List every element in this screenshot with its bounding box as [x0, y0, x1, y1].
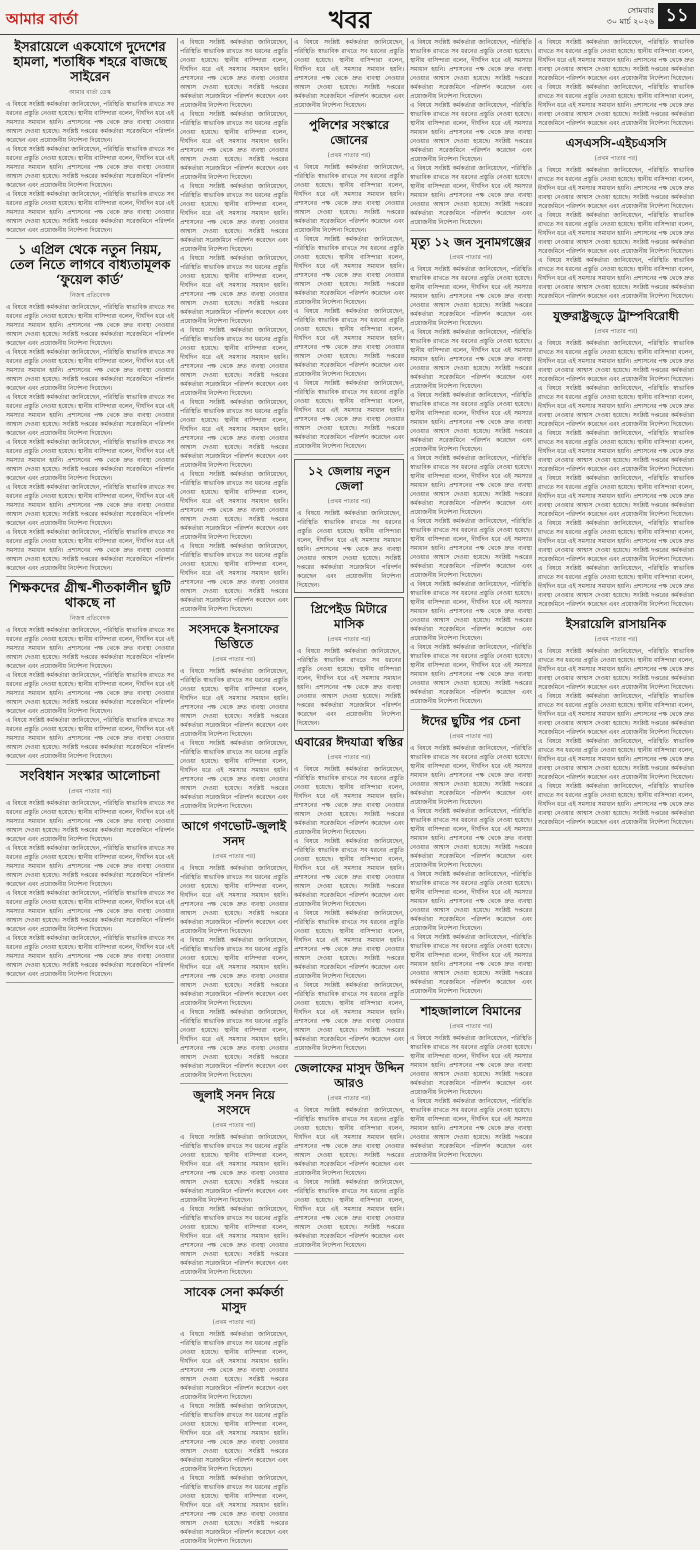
article-byline: নিজস্ব প্রতিবেদক [69, 615, 111, 622]
article-headline: আগে গণভোট-জুলাই সনদ [181, 819, 287, 848]
article-body: এ বিষয়ে সংশ্লিষ্ট কর্মকর্তারা জানিয়েছেন, পরিস্থিতি স্বাভাবিক রাখতে সব ধরনের প্রস্তুতি নেওয়া হয়েছে। স্থানীয় বাসিন্দারা বলেন, দীর্ঘদিন ধরে এই সমস্যার সমাধান হয়নি। প্রশাসনের পক্ষ থেকে দ্রুত ব্যবস্থা নেওয়ার আশ্বাস দেওয়া হয়েছে। সংশ্লিষ্ট দপ্তরের কর্মকর্তারা সরেজমিনে পরিদর্শন করেছেন এবং প্রয়োজনীয় নির্দেশনা দিয়েছেন। [294, 380, 404, 450]
article-byline: (প্রথম পাতার পর) [212, 656, 256, 663]
article-body: এ বিষয়ে সংশ্লিষ্ট কর্মকর্তারা জানিয়েছেন, পরিস্থিতি স্বাভাবিক রাখতে সব ধরনের প্রস্তুতি নেওয়া হয়েছে। স্থানীয় বাসিন্দারা বলেন, দীর্ঘদিন ধরে এই সমস্যার সমাধান হয়নি। প্রশাসনের পক্ষ থেকে দ্রুত ব্যবস্থা নেওয়ার আশ্বাস দেওয়া হয়েছে। সংশ্লিষ্ট দপ্তরের কর্মকর্তারা সরেজমিনে পরিদর্শন করেছেন এবং প্রয়োজনীয় নির্দেশনা দিয়েছেন। [180, 255, 288, 325]
article-body: এ বিষয়ে সংশ্লিষ্ট কর্মকর্তারা জানিয়েছেন, পরিস্থিতি স্বাভাবিক রাখতে সব ধরনের প্রস্তুতি নেওয়া হয়েছে। স্থানীয় বাসিন্দারা বলেন, দীর্ঘদিন ধরে এই সমস্যার সমাধান হয়নি। প্রশাসনের পক্ষ থেকে দ্রুত ব্যবস্থা নেওয়ার আশ্বাস দেওয়া হয়েছে। সংশ্লিষ্ট দপ্তরের কর্মকর্তারা সরেজমিনে পরিদর্শন করেছেন এবং প্রয়োজনীয় নির্দেশনা দিয়েছেন। [410, 39, 532, 100]
article-headline: ১ এপ্রিল থেকে নতুন নিয়ম, তেল নিতে লাগবে বাধ্যতামূলক ‘ফুয়েল কার্ড’ [9, 243, 171, 288]
article-body: এ বিষয়ে সংশ্লিষ্ট কর্মকর্তারা জানিয়েছেন, পরিস্থিতি স্বাভাবিক রাখতে সব ধরনের প্রস্তুতি নেওয়া হয়েছে। স্থানীয় বাসিন্দারা বলেন, দীর্ঘদিন ধরে এই সমস্যার সমাধান হয়নি। প্রশাসনের পক্ষ থেকে দ্রুত ব্যবস্থা নেওয়ার আশ্বাস দেওয়া হয়েছে। সংশ্লিষ্ট দপ্তরের কর্মকর্তারা সরেজমিনে পরিদর্শন করেছেন এবং প্রয়োজনীয় নির্দেশনা দিয়েছেন। [6, 845, 174, 888]
article [294, 459, 404, 593]
article-body: এ বিষয়ে সংশ্লিষ্ট কর্মকর্তারা জানিয়েছেন, পরিস্থিতি স্বাভাবিক রাখতে সব ধরনের প্রস্তুতি নেওয়া হয়েছে। স্থানীয় বাসিন্দারা বলেন, দীর্ঘদিন ধরে এই সমস্যার সমাধান হয়নি। প্রশাসনের পক্ষ থেকে দ্রুত ব্যবস্থা নেওয়ার আশ্বাস দেওয়া হয়েছে। সংশ্লিষ্ট দপ্তরের কর্মকর্তারা সরেজমিনে পরিদর্শন করেছেন এবং প্রয়োজনীয় নির্দেশনা দিয়েছেন। [180, 668, 288, 738]
article-body: এ বিষয়ে সংশ্লিষ্ট কর্মকর্তারা জানিয়েছেন, পরিস্থিতি স্বাভাবিক রাখতে সব ধরনের প্রস্তুতি নেওয়া হয়েছে। স্থানীয় বাসিন্দারা বলেন, দীর্ঘদিন ধরে এই সমস্যার সমাধান হয়নি। প্রশাসনের পক্ষ থেকে দ্রুত ব্যবস্থা নেওয়ার আশ্বাস দেওয়া হয়েছে। সংশ্লিষ্ট দপ্তরের কর্মকর্তারা সরেজমিনে পরিদর্শন করেছেন এবং প্রয়োজনীয় নির্দেশনা দিয়েছেন। [180, 327, 288, 397]
article-body: এ বিষয়ে সংশ্লিষ্ট কর্মকর্তারা জানিয়েছেন, পরিস্থিতি স্বাভাবিক রাখতে সব ধরনের প্রস্তুতি নেওয়া হয়েছে। স্থানীয় বাসিন্দারা বলেন, দীর্ঘদিন ধরে এই সমস্যার সমাধান হয়নি। প্রশাসনের পক্ষ থেকে দ্রুত ব্যবস্থা নেওয়ার আশ্বাস দেওয়া হয়েছে। সংশ্লিষ্ট দপ্তরের কর্মকর্তারা সরেজমিনে পরিদর্শন করেছেন এবং প্রয়োজনীয় নির্দেশনা দিয়েছেন। [410, 102, 532, 163]
article-body: এ বিষয়ে সংশ্লিষ্ট কর্মকর্তারা জানিয়েছেন, পরিস্থিতি স্বাভাবিক রাখতে সব ধরনের প্রস্তুতি নেওয়া হয়েছে। স্থানীয় বাসিন্দারা বলেন, দীর্ঘদিন ধরে এই সমস্যার সমাধান হয়নি। প্রশাসনের পক্ষ থেকে দ্রুত ব্যবস্থা নেওয়ার আশ্বাস দেওয়া হয়েছে। সংশ্লিষ্ট দপ্তরের কর্মকর্তারা সরেজমিনে পরিদর্শন করেছেন এবং প্রয়োজনীয় নির্দেশনা দিয়েছেন। [6, 349, 174, 392]
article-body: এ বিষয়ে সংশ্লিষ্ট কর্মকর্তারা জানিয়েছেন, পরিস্থিতি স্বাভাবিক রাখতে সব ধরনের প্রস্তুতি নেওয়া হয়েছে। স্থানীয় বাসিন্দারা বলেন, দীর্ঘদিন ধরে এই সমস্যার সমাধান হয়নি। প্রশাসনের পক্ষ থেকে দ্রুত ব্যবস্থা নেওয়ার আশ্বাস দেওয়া হয়েছে। সংশ্লিষ্ট দপ্তরের কর্মকর্তারা সরেজমিনে পরিদর্শন করেছেন এবং প্রয়োজনীয় নির্দেশনা দিয়েছেন। [6, 935, 174, 978]
article-headline: শিক্ষকদের গ্রীষ্ম-শীতকালীন ছুটি থাকছে না [9, 581, 171, 611]
article-headline: ঈদের ছুটির পর চেনা [421, 714, 521, 728]
article-body: এ বিষয়ে সংশ্লিষ্ট কর্মকর্তারা জানিয়েছেন, পরিস্থিতি স্বাভাবিক রাখতে সব ধরনের প্রস্তুতি নেওয়া হয়েছে। স্থানীয় বাসিন্দারা বলেন, দীর্ঘদিন ধরে এই সমস্যার সমাধান হয়নি। প্রশাসনের পক্ষ থেকে দ্রুত ব্যবস্থা নেওয়ার আশ্বাস দেওয়া হয়েছে। সংশ্লিষ্ট দপ্তরের কর্মকর্তারা সরেজমিনে পরিদর্শন করেছেন এবং প্রয়োজনীয় নির্দেশনা দিয়েছেন। [538, 430, 694, 473]
article-body: এ বিষয়ে সংশ্লিষ্ট কর্মকর্তারা জানিয়েছেন, পরিস্থিতি স্বাভাবিক রাখতে সব ধরনের প্রস্তুতি নেওয়া হয়েছে। স্থানীয় বাসিন্দারা বলেন, দীর্ঘদিন ধরে এই সমস্যার সমাধান হয়নি। প্রশাসনের পক্ষ থেকে দ্রুত ব্যবস্থা নেওয়ার আশ্বাস দেওয়া হয়েছে। সংশ্লিষ্ট দপ্তরের কর্মকর্তারা সরেজমিনে পরিদর্শন করেছেন এবং প্রয়োজনীয় নির্দেশনা দিয়েছেন। [297, 648, 401, 727]
article-body: এ বিষয়ে সংশ্লিষ্ট কর্মকর্তারা জানিয়েছেন, পরিস্থিতি স্বাভাবিক রাখতে সব ধরনের প্রস্তুতি নেওয়া হয়েছে। স্থানীয় বাসিন্দারা বলেন, দীর্ঘদিন ধরে এই সমস্যার সমাধান হয়নি। প্রশাসনের পক্ষ থেকে দ্রুত ব্যবস্থা নেওয়ার আশ্বাস দেওয়া হয়েছে। সংশ্লিষ্ট দপ্তরের কর্মকর্তারা সরেজমিনে পরিদর্শন করেছেন এবং প্রয়োজনীয় নির্দেশনা দিয়েছেন। [180, 740, 288, 810]
article-body: এ বিষয়ে সংশ্লিষ্ট কর্মকর্তারা জানিয়েছেন, পরিস্থিতি স্বাভাবিক রাখতে সব ধরনের প্রস্তুতি নেওয়া হয়েছে। স্থানীয় বাসিন্দারা বলেন, দীর্ঘদিন ধরে এই সমস্যার সমাধান হয়নি। প্রশাসনের পক্ষ থেকে দ্রুত ব্যবস্থা নেওয়ার আশ্বাস দেওয়া হয়েছে। সংশ্লিষ্ট দপ্তরের কর্মকর্তারা সরেজমিনে পরিদর্শন করেছেন এবং প্রয়োজনীয় নির্দেশনা দিয়েছেন। [410, 871, 532, 932]
article-body: এ বিষয়ে সংশ্লিষ্ট কর্মকর্তারা জানিয়েছেন, পরিস্থিতি স্বাভাবিক রাখতে সব ধরনের প্রস্তুতি নেওয়া হয়েছে। স্থানীয় বাসিন্দারা বলেন, দীর্ঘদিন ধরে এই সমস্যার সমাধান হয়নি। প্রশাসনের পক্ষ থেকে দ্রুত ব্যবস্থা নেওয়ার আশ্বাস দেওয়া হয়েছে। সংশ্লিষ্ট দপ্তরের কর্মকর্তারা সরেজমিনে পরিদর্শন করেছেন এবং প্রয়োজনীয় নির্দেশনা দিয়েছেন। [538, 565, 694, 608]
article-byline: (প্রথম পাতার পর) [449, 1023, 493, 1030]
article-headline: প্রিপেইড মিটারে মাসিক [310, 602, 388, 631]
article-body: এ বিষয়ে সংশ্লিষ্ট কর্মকর্তারা জানিয়েছেন, পরিস্থিতি স্বাভাবিক রাখতে সব ধরনের প্রস্তুতি নেওয়া হয়েছে। স্থানীয় বাসিন্দারা বলেন, দীর্ঘদিন ধরে এই সমস্যার সমাধান হয়নি। প্রশাসনের পক্ষ থেকে দ্রুত ব্যবস্থা নেওয়ার আশ্বাস দেওয়া হয়েছে। সংশ্লিষ্ট দপ্তরের কর্মকর্তারা সরেজমিনে পরিদর্শন করেছেন এবং প্রয়োজনীয় নির্দেশনা দিয়েছেন। [410, 808, 532, 869]
article-headline: সংবিধান সংস্কার আলোচনা [20, 769, 160, 784]
article-headline: এবারের ঈদযাত্রা স্বস্তির [294, 735, 404, 749]
article-byline: (প্রথম পাতার পর) [327, 1095, 371, 1102]
article-headline: ইসরায়েলি রাসায়নিক [565, 617, 667, 631]
article-body: এ বিষয়ে সংশ্লিষ্ট কর্মকর্তারা জানিয়েছেন, পরিস্থিতি স্বাভাবিক রাখতে সব ধরনের প্রস্তুতি নেওয়া হয়েছে। স্থানীয় বাসিন্দারা বলেন, দীর্ঘদিন ধরে এই সমস্যার সমাধান হয়নি। প্রশাসনের পক্ষ থেকে দ্রুত ব্যবস্থা নেওয়ার আশ্বাস দেওয়া হয়েছে। সংশ্লিষ্ট দপ্তরের কর্মকর্তারা সরেজমিনে পরিদর্শন করেছেন এবং প্রয়োজনীয় নির্দেশনা দিয়েছেন। [410, 1035, 532, 1096]
article-body: এ বিষয়ে সংশ্লিষ্ট কর্মকর্তারা জানিয়েছেন, পরিস্থিতি স্বাভাবিক রাখতে সব ধরনের প্রস্তুতি নেওয়া হয়েছে। স্থানীয় বাসিন্দারা বলেন, দীর্ঘদিন ধরে এই সমস্যার সমাধান হয়নি। প্রশাসনের পক্ষ থেকে দ্রুত ব্যবস্থা নেওয়ার আশ্বাস দেওয়া হয়েছে। সংশ্লিষ্ট দপ্তরের কর্মকর্তারা সরেজমিনে পরিদর্শন করেছেন এবং প্রয়োজনীয় নির্দেশনা দিয়েছেন। [6, 672, 174, 715]
article-body: এ বিষয়ে সংশ্লিষ্ট কর্মকর্তারা জানিয়েছেন, পরিস্থিতি স্বাভাবিক রাখতে সব ধরনের প্রস্তুতি নেওয়া হয়েছে। স্থানীয় বাসিন্দারা বলেন, দীর্ঘদিন ধরে এই সমস্যার সমাধান হয়নি। প্রশাসনের পক্ষ থেকে দ্রুত ব্যবস্থা নেওয়ার আশ্বাস দেওয়া হয়েছে। সংশ্লিষ্ট দপ্তরের কর্মকর্তারা সরেজমিনে পরিদর্শন করেছেন এবং প্রয়োজনীয় নির্দেশনা দিয়েছেন। [297, 510, 401, 589]
article-body: এ বিষয়ে সংশ্লিষ্ট কর্মকর্তারা জানিয়েছেন, পরিস্থিতি স্বাভাবিক রাখতে সব ধরনের প্রস্তুতি নেওয়া হয়েছে। স্থানীয় বাসিন্দারা বলেন, দীর্ঘদিন ধরে এই সমস্যার সমাধান হয়নি। প্রশাসনের পক্ষ থেকে দ্রুত ব্যবস্থা নেওয়ার আশ্বাস দেওয়া হয়েছে। সংশ্লিষ্ট দপ্তরের কর্মকর্তারা সরেজমিনে পরিদর্শন করেছেন এবং প্রয়োজনীয় নির্দেশনা দিয়েছেন। [538, 84, 694, 127]
article-byline: (প্রথম পাতার পর) [68, 788, 112, 795]
column-rule [177, 38, 178, 1044]
article-body: এ বিষয়ে সংশ্লিষ্ট কর্মকর্তারা জানিয়েছেন, পরিস্থিতি স্বাভাবিক রাখতে সব ধরনের প্রস্তুতি নেওয়া হয়েছে। স্থানীয় বাসিন্দারা বলেন, দীর্ঘদিন ধরে এই সমস্যার সমাধান হয়নি। প্রশাসনের পক্ষ থেকে দ্রুত ব্যবস্থা নেওয়ার আশ্বাস দেওয়া হয়েছে। সংশ্লিষ্ট দপ্তরের কর্মকর্তারা সরেজমিনে পরিদর্শন করেছেন এবং প্রয়োজনীয় নির্দেশনা দিয়েছেন। [6, 394, 174, 437]
article [180, 1088, 288, 1281]
article-headline: সংসদকে ইনসাফের ভিত্তিতে [189, 622, 279, 651]
article-body: এ বিষয়ে সংশ্লিষ্ট কর্মকর্তারা জানিয়েছেন, পরিস্থিতি স্বাভাবিক রাখতে সব ধরনের প্রস্তুতি নেওয়া হয়েছে। স্থানীয় বাসিন্দারা বলেন, দীর্ঘদিন ধরে এই সমস্যার সমাধান হয়নি। প্রশাসনের পক্ষ থেকে দ্রুত ব্যবস্থা নেওয়ার আশ্বাস দেওয়া হয়েছে। সংশ্লিষ্ট দপ্তরের কর্মকর্তারা সরেজমিনে পরিদর্শন করেছেন এবং প্রয়োজনীয় নির্দেশনা দিয়েছেন। [538, 167, 694, 210]
article [180, 622, 288, 815]
article [538, 136, 694, 305]
article-body: এ বিষয়ে সংশ্লিষ্ট কর্মকর্তারা জানিয়েছেন, পরিস্থিতি স্বাভাবিক রাখতে সব ধরনের প্রস্তুতি নেওয়া হয়েছে। স্থানীয় বাসিন্দারা বলেন, দীর্ঘদিন ধরে এই সমস্যার সমাধান হয়নি। প্রশাসনের পক্ষ থেকে দ্রুত ব্যবস্থা নেওয়ার আশ্বাস দেওয়া হয়েছে। সংশ্লিষ্ট দপ্তরের কর্মকর্তারা সরেজমিনে পরিদর্শন করেছেন এবং প্রয়োজনীয় নির্দেশনা দিয়েছেন। [180, 471, 288, 541]
article-byline: (প্রথম পাতার পর) [594, 155, 638, 162]
article-body: এ বিষয়ে সংশ্লিষ্ট কর্মকর্তারা জানিয়েছেন, পরিস্থিতি স্বাভাবিক রাখতে সব ধরনের প্রস্তুতি নেওয়া হয়েছে। স্থানীয় বাসিন্দারা বলেন, দীর্ঘদিন ধরে এই সমস্যার সমাধান হয়নি। প্রশাসনের পক্ষ থেকে দ্রুত ব্যবস্থা নেওয়ার আশ্বাস দেওয়া হয়েছে। সংশ্লিষ্ট দপ্তরের কর্মকর্তারা সরেজমিনে পরিদর্শন করেছেন এবং প্রয়োজনীয় নির্দেশনা দিয়েছেন। [410, 329, 532, 390]
article-body: এ বিষয়ে সংশ্লিষ্ট কর্মকর্তারা জানিয়েছেন, পরিস্থিতি স্বাভাবিক রাখতে সব ধরনের প্রস্তুতি নেওয়া হয়েছে। স্থানীয় বাসিন্দারা বলেন, দীর্ঘদিন ধরে এই সমস্যার সমাধান হয়নি। প্রশাসনের পক্ষ থেকে দ্রুত ব্যবস্থা নেওয়ার আশ্বাস দেওয়া হয়েছে। সংশ্লিষ্ট দপ্তরের কর্মকর্তারা সরেজমিনে পরিদর্শন করেছেন এবং প্রয়োজনীয় নির্দেশনা দিয়েছেন। [180, 399, 288, 469]
article-body: এ বিষয়ে সংশ্লিষ্ট কর্মকর্তারা জানিয়েছেন, পরিস্থিতি স্বাভাবিক রাখতে সব ধরনের প্রস্তুতি নেওয়া হয়েছে। স্থানীয় বাসিন্দারা বলেন, দীর্ঘদিন ধরে এই সমস্যার সমাধান হয়নি। প্রশাসনের পক্ষ থেকে দ্রুত ব্যবস্থা নেওয়ার আশ্বাস দেওয়া হয়েছে। সংশ্লিষ্ট দপ্তরের কর্মকর্তারা সরেজমিনে পরিদর্শন করেছেন এবং প্রয়োজনীয় নির্দেশনা দিয়েছেন। [294, 1179, 404, 1249]
article-body: এ বিষয়ে সংশ্লিষ্ট কর্মকর্তারা জানিয়েছেন, পরিস্থিতি স্বাভাবিক রাখতে সব ধরনের প্রস্তুতি নেওয়া হয়েছে। স্থানীয় বাসিন্দারা বলেন, দীর্ঘদিন ধরে এই সমস্যার সমাধান হয়নি। প্রশাসনের পক্ষ থেকে দ্রুত ব্যবস্থা নেওয়ার আশ্বাস দেওয়া হয়েছে। সংশ্লিষ্ট দপ্তরের কর্মকর্তারা সরেজমিনে পরিদর্শন করেছেন এবং প্রয়োজনীয় নির্দেশনা দিয়েছেন। [6, 439, 174, 482]
article-headline: মৃত্যু ১২ জন সুনামগঞ্জের [411, 235, 531, 249]
article [410, 235, 532, 710]
article-body: এ বিষয়ে সংশ্লিষ্ট কর্মকর্তারা জানিয়েছেন, পরিস্থিতি স্বাভাবিক রাখতে সব ধরনের প্রস্তুতি নেওয়া হয়েছে। স্থানীয় বাসিন্দারা বলেন, দীর্ঘদিন ধরে এই সমস্যার সমাধান হয়নি। প্রশাসনের পক্ষ থেকে দ্রুত ব্যবস্থা নেওয়ার আশ্বাস দেওয়া হয়েছে। সংশ্লিষ্ট দপ্তরের কর্মকর্তারা সরেজমিনে পরিদর্শন করেছেন এবং প্রয়োজনীয় নির্দেশনা দিয়েছেন। [410, 581, 532, 642]
article-body: এ বিষয়ে সংশ্লিষ্ট কর্মকর্তারা জানিয়েছেন, পরিস্থিতি স্বাভাবিক রাখতে সব ধরনের প্রস্তুতি নেওয়া হয়েছে। স্থানীয় বাসিন্দারা বলেন, দীর্ঘদিন ধরে এই সমস্যার সমাধান হয়নি। প্রশাসনের পক্ষ থেকে দ্রুত ব্যবস্থা নেওয়ার আশ্বাস দেওয়া হয়েছে। সংশ্লিষ্ট দপ্তরের কর্মকর্তারা সরেজমিনে পরিদর্শন করেছেন এবং প্রয়োজনীয় নির্দেশনা দিয়েছেন। [538, 738, 694, 781]
article-body: এ বিষয়ে সংশ্লিষ্ট কর্মকর্তারা জানিয়েছেন, পরিস্থিতি স্বাভাবিক রাখতে সব ধরনের প্রস্তুতি নেওয়া হয়েছে। স্থানীয় বাসিন্দারা বলেন, দীর্ঘদিন ধরে এই সমস্যার সমাধান হয়নি। প্রশাসনের পক্ষ থেকে দ্রুত ব্যবস্থা নেওয়ার আশ্বাস দেওয়া হয়েছে। সংশ্লিষ্ট দপ্তরের কর্মকর্তারা সরেজমিনে পরিদর্শন করেছেন এবং প্রয়োজনীয় নির্দেশনা দিয়েছেন। [6, 627, 174, 670]
article [410, 714, 532, 1000]
article-body: এ বিষয়ে সংশ্লিষ্ট কর্মকর্তারা জানিয়েছেন, পরিস্থিতি স্বাভাবিক রাখতে সব ধরনের প্রস্তুতি নেওয়া হয়েছে। স্থানীয় বাসিন্দারা বলেন, দীর্ঘদিন ধরে এই সমস্যার সমাধান হয়নি। প্রশাসনের পক্ষ থেকে দ্রুত ব্যবস্থা নেওয়ার আশ্বাস দেওয়া হয়েছে। সংশ্লিষ্ট দপ্তরের কর্মকর্তারা সরেজমিনে পরিদর্শন করেছেন এবং প্রয়োজনীয় নির্দেশনা দিয়েছেন। [180, 1134, 288, 1204]
article-body: এ বিষয়ে সংশ্লিষ্ট কর্মকর্তারা জানিয়েছেন, পরিস্থিতি স্বাভাবিক রাখতে সব ধরনের প্রস্তুতি নেওয়া হয়েছে। স্থানীয় বাসিন্দারা বলেন, দীর্ঘদিন ধরে এই সমস্যার সমাধান হয়নি। প্রশাসনের পক্ষ থেকে দ্রুত ব্যবস্থা নেওয়ার আশ্বাস দেওয়া হয়েছে। সংশ্লিষ্ট দপ্তরের কর্মকর্তারা সরেজমিনে পরিদর্শন করেছেন এবং প্রয়োজনীয় নির্দেশনা দিয়েছেন। [6, 717, 174, 760]
article [6, 769, 174, 983]
date-block [590, 5, 654, 27]
article [410, 38, 532, 231]
article [6, 581, 174, 765]
column-3 [294, 38, 404, 1249]
article-headline: জুলাই সনদ নিয়ে সংসদে [193, 1088, 275, 1117]
article [6, 243, 174, 577]
issue-date: ৩০ মার্চ ২০২৬ [606, 17, 654, 26]
section-title: খবর [328, 5, 372, 34]
article-body: এ বিষয়ে সংশ্লিষ্ট কর্মকর্তারা জানিয়েছেন, পরিস্থিতি স্বাভাবিক রাখতে সব ধরনের প্রস্তুতি নেওয়া হয়েছে। স্থানীয় বাসিন্দারা বলেন, দীর্ঘদিন ধরে এই সমস্যার সমাধান হয়নি। প্রশাসনের পক্ষ থেকে দ্রুত ব্যবস্থা নেওয়ার আশ্বাস দেওয়া হয়েছে। সংশ্লিষ্ট দপ্তরের কর্মকর্তারা সরেজমিনে পরিদর্শন করেছেন এবং প্রয়োজনীয় নির্দেশনা দিয়েছেন। [6, 890, 174, 933]
article-body: এ বিষয়ে সংশ্লিষ্ট কর্মকর্তারা জানিয়েছেন, পরিস্থিতি স্বাভাবিক রাখতে সব ধরনের প্রস্তুতি নেওয়া হয়েছে। স্থানীয় বাসিন্দারা বলেন, দীর্ঘদিন ধরে এই সমস্যার সমাধান হয়নি। প্রশাসনের পক্ষ থেকে দ্রুত ব্যবস্থা নেওয়ার আশ্বাস দেওয়া হয়েছে। সংশ্লিষ্ট দপ্তরের কর্মকর্তারা সরেজমিনে পরিদর্শন করেছেন এবং প্রয়োজনীয় নির্দেশনা দিয়েছেন। [6, 191, 174, 234]
article-body: এ বিষয়ে সংশ্লিষ্ট কর্মকর্তারা জানিয়েছেন, পরিস্থিতি স্বাভাবিক রাখতে সব ধরনের প্রস্তুতি নেওয়া হয়েছে। স্থানীয় বাসিন্দারা বলেন, দীর্ঘদিন ধরে এই সমস্যার সমাধান হয়নি। প্রশাসনের পক্ষ থেকে দ্রুত ব্যবস্থা নেওয়ার আশ্বাস দেওয়া হয়েছে। সংশ্লিষ্ট দপ্তরের কর্মকর্তারা সরেজমিনে পরিদর্শন করেছেন এবং প্রয়োজনীয় নির্দেশনা দিয়েছেন। [410, 644, 532, 705]
article-body: এ বিষয়ে সংশ্লিষ্ট কর্মকর্তারা জানিয়েছেন, পরিস্থিতি স্বাভাবিক রাখতে সব ধরনের প্রস্তুতি নেওয়া হয়েছে। স্থানীয় বাসিন্দারা বলেন, দীর্ঘদিন ধরে এই সমস্যার সমাধান হয়নি। প্রশাসনের পক্ষ থেকে দ্রুত ব্যবস্থা নেওয়ার আশ্বাস দেওয়া হয়েছে। সংশ্লিষ্ট দপ্তরের কর্মকর্তারা সরেজমিনে পরিদর্শন করেছেন এবং প্রয়োজনীয় নির্দেশনা দিয়েছেন। [410, 165, 532, 226]
article-byline: (প্রথম পাতার পর) [594, 328, 638, 335]
article [410, 1004, 532, 1164]
article-headline: পুলিশের সংস্কারে জোনের [309, 118, 389, 147]
masthead [0, 0, 700, 35]
article-headline: শাহজালালে বিমানের [420, 1004, 522, 1018]
article-body: এ বিষয়ে সংশ্লিষ্ট কর্মকর্তারা জানিয়েছেন, পরিস্থিতি স্বাভাবিক রাখতে সব ধরনের প্রস্তুতি নেওয়া হয়েছে। স্থানীয় বাসিন্দারা বলেন, দীর্ঘদিন ধরে এই সমস্যার সমাধান হয়নি। প্রশাসনের পক্ষ থেকে দ্রুত ব্যবস্থা নেওয়ার আশ্বাস দেওয়া হয়েছে। সংশ্লিষ্ট দপ্তরের কর্মকর্তারা সরেজমিনে পরিদর্শন করেছেন এবং প্রয়োজনীয় নির্দেশনা দিয়েছেন। [538, 385, 694, 428]
article-body: এ বিষয়ে সংশ্লিষ্ট কর্মকর্তারা জানিয়েছেন, পরিস্থিতি স্বাভাবিক রাখতে সব ধরনের প্রস্তুতি নেওয়া হয়েছে। স্থানীয় বাসিন্দারা বলেন, দীর্ঘদিন ধরে এই সমস্যার সমাধান হয়নি। প্রশাসনের পক্ষ থেকে দ্রুত ব্যবস্থা নেওয়ার আশ্বাস দেওয়া হয়েছে। সংশ্লিষ্ট দপ্তরের কর্মকর্তারা সরেজমিনে পরিদর্শন করেছেন এবং প্রয়োজনীয় নির্দেশনা দিয়েছেন। [538, 475, 694, 518]
article-body: এ বিষয়ে সংশ্লিষ্ট কর্মকর্তারা জানিয়েছেন, পরিস্থিতি স্বাভাবিক রাখতে সব ধরনের প্রস্তুতি নেওয়া হয়েছে। স্থানীয় বাসিন্দারা বলেন, দীর্ঘদিন ধরে এই সমস্যার সমাধান হয়নি। প্রশাসনের পক্ষ থেকে দ্রুত ব্যবস্থা নেওয়ার আশ্বাস দেওয়া হয়েছে। সংশ্লিষ্ট দপ্তরের কর্মকর্তারা সরেজমিনে পরিদর্শন করেছেন এবং প্রয়োজনীয় নির্দেশনা দিয়েছেন। [180, 1206, 288, 1276]
article-byline: (প্রথম পাতার পর) [449, 254, 493, 261]
article-body: এ বিষয়ে সংশ্লিষ্ট কর্মকর্তারা জানিয়েছেন, পরিস্থিতি স্বাভাবিক রাখতে সব ধরনের প্রস্তুতি নেওয়া হয়েছে। স্থানীয় বাসিন্দারা বলেন, দীর্ঘদিন ধরে এই সমস্যার সমাধান হয়নি। প্রশাসনের পক্ষ থেকে দ্রুত ব্যবস্থা নেওয়ার আশ্বাস দেওয়া হয়েছে। সংশ্লিষ্ট দপ্তরের কর্মকর্তারা সরেজমিনে পরিদর্শন করেছেন এবং প্রয়োজনীয় নির্দেশনা দিয়েছেন। [294, 164, 404, 234]
article-byline: (প্রথম পাতার পর) [212, 1319, 256, 1326]
article-byline: (প্রথম পাতার পর) [212, 853, 256, 860]
article-body: এ বিষয়ে সংশ্লিষ্ট কর্মকর্তারা জানিয়েছেন, পরিস্থিতি স্বাভাবিক রাখতে সব ধরনের প্রস্তুতি নেওয়া হয়েছে। স্থানীয় বাসিন্দারা বলেন, দীর্ঘদিন ধরে এই সমস্যার সমাধান হয়নি। প্রশাসনের পক্ষ থেকে দ্রুত ব্যবস্থা নেওয়ার আশ্বাস দেওয়া হয়েছে। সংশ্লিষ্ট দপ্তরের কর্মকর্তারা সরেজমিনে পরিদর্শন করেছেন এবং প্রয়োজনীয় নির্দেশনা দিয়েছেন। [294, 308, 404, 378]
article-body: এ বিষয়ে সংশ্লিষ্ট কর্মকর্তারা জানিয়েছেন, পরিস্থিতি স্বাভাবিক রাখতে সব ধরনের প্রস্তুতি নেওয়া হয়েছে। স্থানীয় বাসিন্দারা বলেন, দীর্ঘদিন ধরে এই সমস্যার সমাধান হয়নি। প্রশাসনের পক্ষ থেকে দ্রুত ব্যবস্থা নেওয়ার আশ্বাস দেওয়া হয়েছে। সংশ্লিষ্ট দপ্তরের কর্মকর্তারা সরেজমিনে পরিদর্শন করেছেন এবং প্রয়োজনীয় নির্দেশনা দিয়েছেন। [538, 648, 694, 691]
article-body: এ বিষয়ে সংশ্লিষ্ট কর্মকর্তারা জানিয়েছেন, পরিস্থিতি স্বাভাবিক রাখতে সব ধরনের প্রস্তুতি নেওয়া হয়েছে। স্থানীয় বাসিন্দারা বলেন, দীর্ঘদিন ধরে এই সমস্যার সমাধান হয়নি। প্রশাসনের পক্ষ থেকে দ্রুত ব্যবস্থা নেওয়ার আশ্বাস দেওয়া হয়েছে। সংশ্লিষ্ট দপ্তরের কর্মকর্তারা সরেজমিনে পরিদর্শন করেছেন এবং প্রয়োজনীয় নির্দেশনা দিয়েছেন। [410, 392, 532, 453]
article-body: এ বিষয়ে সংশ্লিষ্ট কর্মকর্তারা জানিয়েছেন, পরিস্থিতি স্বাভাবিক রাখতে সব ধরনের প্রস্তুতি নেওয়া হয়েছে। স্থানীয় বাসিন্দারা বলেন, দীর্ঘদিন ধরে এই সমস্যার সমাধান হয়নি। প্রশাসনের পক্ষ থেকে দ্রুত ব্যবস্থা নেওয়ার আশ্বাস দেওয়া হয়েছে। সংশ্লিষ্ট দপ্তরের কর্মকর্তারা সরেজমিনে পরিদর্শন করেছেন এবং প্রয়োজনীয় নির্দেশনা দিয়েছেন। [294, 910, 404, 980]
article-body: এ বিষয়ে সংশ্লিষ্ট কর্মকর্তারা জানিয়েছেন, পরিস্থিতি স্বাভাবিক রাখতে সব ধরনের প্রস্তুতি নেওয়া হয়েছে। স্থানীয় বাসিন্দারা বলেন, দীর্ঘদিন ধরে এই সমস্যার সমাধান হয়নি। প্রশাসনের পক্ষ থেকে দ্রুত ব্যবস্থা নেওয়ার আশ্বাস দেওয়া হয়েছে। সংশ্লিষ্ট দপ্তরের কর্মকর্তারা সরেজমিনে পরিদর্শন করেছেন এবং প্রয়োজনীয় নির্দেশনা দিয়েছেন। [538, 39, 694, 82]
article [180, 819, 288, 1084]
article-byline: নিজস্ব প্রতিবেদক [69, 292, 111, 299]
article-body: এ বিষয়ে সংশ্লিষ্ট কর্মকর্তারা জানিয়েছেন, পরিস্থিতি স্বাভাবিক রাখতে সব ধরনের প্রস্তুতি নেওয়া হয়েছে। স্থানীয় বাসিন্দারা বলেন, দীর্ঘদিন ধরে এই সমস্যার সমাধান হয়নি। প্রশাসনের পক্ষ থেকে দ্রুত ব্যবস্থা নেওয়ার আশ্বাস দেওয়া হয়েছে। সংশ্লিষ্ট দপ্তরের কর্মকর্তারা সরেজমিনে পরিদর্শন করেছেন এবং প্রয়োজনীয় নির্দেশনা দিয়েছেন। [6, 146, 174, 189]
column-5 [538, 38, 694, 1044]
article-body: এ বিষয়ে সংশ্লিষ্ট কর্মকর্তারা জানিয়েছেন, পরিস্থিতি স্বাভাবিক রাখতে সব ধরনের প্রস্তুতি নেওয়া হয়েছে। স্থানীয় বাসিন্দারা বলেন, দীর্ঘদিন ধরে এই সমস্যার সমাধান হয়নি। প্রশাসনের পক্ষ থেকে দ্রুত ব্যবস্থা নেওয়ার আশ্বাস দেওয়া হয়েছে। সংশ্লিষ্ট দপ্তরের কর্মকর্তারা সরেজমিনে পরিদর্শন করেছেন এবং প্রয়োজনীয় নির্দেশনা দিয়েছেন। [180, 937, 288, 1007]
article-byline: (প্রথম পাতার পর) [327, 754, 371, 761]
article-body: এ বিষয়ে সংশ্লিষ্ট কর্মকর্তারা জানিয়েছেন, পরিস্থিতি স্বাভাবিক রাখতে সব ধরনের প্রস্তুতি নেওয়া হয়েছে। স্থানীয় বাসিন্দারা বলেন, দীর্ঘদিন ধরে এই সমস্যার সমাধান হয়নি। প্রশাসনের পক্ষ থেকে দ্রুত ব্যবস্থা নেওয়ার আশ্বাস দেওয়া হয়েছে। সংশ্লিষ্ট দপ্তরের কর্মকর্তারা সরেজমিনে পরিদর্শন করেছেন এবং প্রয়োজনীয় নির্দেশনা দিয়েছেন। [410, 455, 532, 516]
article [538, 309, 694, 613]
article-headline: জেলাফের মাসুদ উদ্দিন আরও [294, 1061, 404, 1090]
article [294, 38, 404, 114]
article-body: এ বিষয়ে সংশ্লিষ্ট কর্মকর্তারা জানিয়েছেন, পরিস্থিতি স্বাভাবিক রাখতে সব ধরনের প্রস্তুতি নেওয়া হয়েছে। স্থানীয় বাসিন্দারা বলেন, দীর্ঘদিন ধরে এই সমস্যার সমাধান হয়নি। প্রশাসনের পক্ষ থেকে দ্রুত ব্যবস্থা নেওয়ার আশ্বাস দেওয়া হয়েছে। সংশ্লিষ্ট দপ্তরের কর্মকর্তারা সরেজমিনে পরিদর্শন করেছেন এবং প্রয়োজনীয় নির্দেশনা দিয়েছেন। [180, 1009, 288, 1079]
article-body: এ বিষয়ে সংশ্লিষ্ট কর্মকর্তারা জানিয়েছেন, পরিস্থিতি স্বাভাবিক রাখতে সব ধরনের প্রস্তুতি নেওয়া হয়েছে। স্থানীয় বাসিন্দারা বলেন, দীর্ঘদিন ধরে এই সমস্যার সমাধান হয়নি। প্রশাসনের পক্ষ থেকে দ্রুত ব্যবস্থা নেওয়ার আশ্বাস দেওয়া হয়েছে। সংশ্লিষ্ট দপ্তরের কর্মকর্তারা সরেজমিনে পরিদর্শন করেছেন এবং প্রয়োজনীয় নির্দেশনা দিয়েছেন। [538, 520, 694, 563]
column-rule [291, 38, 292, 1044]
article-body: এ বিষয়ে সংশ্লিষ্ট কর্মকর্তারা জানিয়েছেন, পরিস্থিতি স্বাভাবিক রাখতে সব ধরনের প্রস্তুতি নেওয়া হয়েছে। স্থানীয় বাসিন্দারা বলেন, দীর্ঘদিন ধরে এই সমস্যার সমাধান হয়নি। প্রশাসনের পক্ষ থেকে দ্রুত ব্যবস্থা নেওয়ার আশ্বাস দেওয়া হয়েছে। সংশ্লিষ্ট দপ্তরের কর্মকর্তারা সরেজমিনে পরিদর্শন করেছেন এবং প্রয়োজনীয় নির্দেশনা দিয়েছেন। [6, 304, 174, 347]
article-body: এ বিষয়ে সংশ্লিষ্ট কর্মকর্তারা জানিয়েছেন, পরিস্থিতি স্বাভাবিক রাখতে সব ধরনের প্রস্তুতি নেওয়া হয়েছে। স্থানীয় বাসিন্দারা বলেন, দীর্ঘদিন ধরে এই সমস্যার সমাধান হয়নি। প্রশাসনের পক্ষ থেকে দ্রুত ব্যবস্থা নেওয়ার আশ্বাস দেওয়া হয়েছে। সংশ্লিষ্ট দপ্তরের কর্মকর্তারা সরেজমিনে পরিদর্শন করেছেন এবং প্রয়োজনীয় নির্দেশনা দিয়েছেন। [6, 484, 174, 527]
article-body: এ বিষয়ে সংশ্লিষ্ট কর্মকর্তারা জানিয়েছেন, পরিস্থিতি স্বাভাবিক রাখতে সব ধরনের প্রস্তুতি নেওয়া হয়েছে। স্থানীয় বাসিন্দারা বলেন, দীর্ঘদিন ধরে এই সমস্যার সমাধান হয়নি। প্রশাসনের পক্ষ থেকে দ্রুত ব্যবস্থা নেওয়ার আশ্বাস দেওয়া হয়েছে। সংশ্লিষ্ট দপ্তরের কর্মকর্তারা সরেজমিনে পরিদর্শন করেছেন এবং প্রয়োজনীয় নির্দেশনা দিয়েছেন। [538, 212, 694, 255]
article-byline: (প্রথম পাতার পর) [327, 152, 371, 159]
article-headline: ১২ জেলায় নতুন জেলা [307, 464, 391, 493]
article-body: এ বিষয়ে সংশ্লিষ্ট কর্মকর্তারা জানিয়েছেন, পরিস্থিতি স্বাভাবিক রাখতে সব ধরনের প্রস্তুতি নেওয়া হয়েছে। স্থানীয় বাসিন্দারা বলেন, দীর্ঘদিন ধরে এই সমস্যার সমাধান হয়নি। প্রশাসনের পক্ষ থেকে দ্রুত ব্যবস্থা নেওয়ার আশ্বাস দেওয়া হয়েছে। সংশ্লিষ্ট দপ্তরের কর্মকর্তারা সরেজমিনে পরিদর্শন করেছেন এবং প্রয়োজনীয় নির্দেশনা দিয়েছেন। [6, 101, 174, 144]
article-byline: (প্রথম পাতার পর) [594, 636, 638, 643]
article [6, 40, 174, 239]
article [294, 118, 404, 455]
article [294, 735, 404, 1057]
column-rule [535, 38, 536, 1044]
article-body: এ বিষয়ে সংশ্লিষ্ট কর্মকর্তারা জানিয়েছেন, পরিস্থিতি স্বাভাবিক রাখতে সব ধরনের প্রস্তুতি নেওয়া হয়েছে। স্থানীয় বাসিন্দারা বলেন, দীর্ঘদিন ধরে এই সমস্যার সমাধান হয়নি। প্রশাসনের পক্ষ থেকে দ্রুত ব্যবস্থা নেওয়ার আশ্বাস দেওয়া হয়েছে। সংশ্লিষ্ট দপ্তরের কর্মকর্তারা সরেজমিনে পরিদর্শন করেছেন এবং প্রয়োজনীয় নির্দেশনা দিয়েছেন। [180, 865, 288, 935]
article-body: এ বিষয়ে সংশ্লিষ্ট কর্মকর্তারা জানিয়েছেন, পরিস্থিতি স্বাভাবিক রাখতে সব ধরনের প্রস্তুতি নেওয়া হয়েছে। স্থানীয় বাসিন্দারা বলেন, দীর্ঘদিন ধরে এই সমস্যার সমাধান হয়নি। প্রশাসনের পক্ষ থেকে দ্রুত ব্যবস্থা নেওয়ার আশ্বাস দেওয়া হয়েছে। সংশ্লিষ্ট দপ্তরের কর্মকর্তারা সরেজমিনে পরিদর্শন করেছেন এবং প্রয়োজনীয় নির্দেশনা দিয়েছেন। [6, 800, 174, 843]
article-body: এ বিষয়ে সংশ্লিষ্ট কর্মকর্তারা জানিয়েছেন, পরিস্থিতি স্বাভাবিক রাখতে সব ধরনের প্রস্তুতি নেওয়া হয়েছে। স্থানীয় বাসিন্দারা বলেন, দীর্ঘদিন ধরে এই সমস্যার সমাধান হয়নি। প্রশাসনের পক্ষ থেকে দ্রুত ব্যবস্থা নেওয়ার আশ্বাস দেওয়া হয়েছে। সংশ্লিষ্ট দপ্তরের কর্মকর্তারা সরেজমিনে পরিদর্শন করেছেন এবং প্রয়োজনীয় নির্দেশনা দিয়েছেন। [538, 693, 694, 736]
article [294, 597, 404, 731]
article-body: এ বিষয়ে সংশ্লিষ্ট কর্মকর্তারা জানিয়েছেন, পরিস্থিতি স্বাভাবিক রাখতে সব ধরনের প্রস্তুতি নেওয়া হয়েছে। স্থানীয় বাসিন্দারা বলেন, দীর্ঘদিন ধরে এই সমস্যার সমাধান হয়নি। প্রশাসনের পক্ষ থেকে দ্রুত ব্যবস্থা নেওয়ার আশ্বাস দেওয়া হয়েছে। সংশ্লিষ্ট দপ্তরের কর্মকর্তারা সরেজমিনে পরিদর্শন করেছেন এবং প্রয়োজনীয় নির্দেশনা দিয়েছেন। [294, 838, 404, 908]
article-body: এ বিষয়ে সংশ্লিষ্ট কর্মকর্তারা জানিয়েছেন, পরিস্থিতি স্বাভাবিক রাখতে সব ধরনের প্রস্তুতি নেওয়া হয়েছে। স্থানীয় বাসিন্দারা বলেন, দীর্ঘদিন ধরে এই সমস্যার সমাধান হয়নি। প্রশাসনের পক্ষ থেকে দ্রুত ব্যবস্থা নেওয়ার আশ্বাস দেওয়া হয়েছে। সংশ্লিষ্ট দপ্তরের কর্মকর্তারা সরেজমিনে পরিদর্শন করেছেন এবং প্রয়োজনীয় নির্দেশনা দিয়েছেন। [410, 266, 532, 327]
article-body: এ বিষয়ে সংশ্লিষ্ট কর্মকর্তারা জানিয়েছেন, পরিস্থিতি স্বাভাবিক রাখতে সব ধরনের প্রস্তুতি নেওয়া হয়েছে। স্থানীয় বাসিন্দারা বলেন, দীর্ঘদিন ধরে এই সমস্যার সমাধান হয়নি। প্রশাসনের পক্ষ থেকে দ্রুত ব্যবস্থা নেওয়ার আশ্বাস দেওয়া হয়েছে। সংশ্লিষ্ট দপ্তরের কর্মকর্তারা সরেজমিনে পরিদর্শন করেছেন এবং প্রয়োজনীয় নির্দেশনা দিয়েছেন। [180, 183, 288, 253]
article-body: এ বিষয়ে সংশ্লিষ্ট কর্মকর্তারা জানিয়েছেন, পরিস্থিতি স্বাভাবিক রাখতে সব ধরনের প্রস্তুতি নেওয়া হয়েছে। স্থানীয় বাসিন্দারা বলেন, দীর্ঘদিন ধরে এই সমস্যার সমাধান হয়নি। প্রশাসনের পক্ষ থেকে দ্রুত ব্যবস্থা নেওয়ার আশ্বাস দেওয়া হয়েছে। সংশ্লিষ্ট দপ্তরের কর্মকর্তারা সরেজমিনে পরিদর্শন করেছেন এবং প্রয়োজনীয় নির্দেশনা দিয়েছেন। [294, 39, 404, 109]
article-body: এ বিষয়ে সংশ্লিষ্ট কর্মকর্তারা জানিয়েছেন, পরিস্থিতি স্বাভাবিক রাখতে সব ধরনের প্রস্তুতি নেওয়া হয়েছে। স্থানীয় বাসিন্দারা বলেন, দীর্ঘদিন ধরে এই সমস্যার সমাধান হয়নি। প্রশাসনের পক্ষ থেকে দ্রুত ব্যবস্থা নেওয়ার আশ্বাস দেওয়া হয়েছে। সংশ্লিষ্ট দপ্তরের কর্মকর্তারা সরেজমিনে পরিদর্শন করেছেন এবং প্রয়োজনীয় নির্দেশনা দিয়েছেন। [180, 1403, 288, 1473]
weekday: সোমবার [627, 6, 654, 15]
article-body: এ বিষয়ে সংশ্লিষ্ট কর্মকর্তারা জানিয়েছেন, পরিস্থিতি স্বাভাবিক রাখতে সব ধরনের প্রস্তুতি নেওয়া হয়েছে। স্থানীয় বাসিন্দারা বলেন, দীর্ঘদিন ধরে এই সমস্যার সমাধান হয়নি। প্রশাসনের পক্ষ থেকে দ্রুত ব্যবস্থা নেওয়ার আশ্বাস দেওয়া হয়েছে। সংশ্লিষ্ট দপ্তরের কর্মকর্তারা সরেজমিনে পরিদর্শন করেছেন এবং প্রয়োজনীয় নির্দেশনা দিয়েছেন। [410, 745, 532, 806]
article-body: এ বিষয়ে সংশ্লিষ্ট কর্মকর্তারা জানিয়েছেন, পরিস্থিতি স্বাভাবিক রাখতে সব ধরনের প্রস্তুতি নেওয়া হয়েছে। স্থানীয় বাসিন্দারা বলেন, দীর্ঘদিন ধরে এই সমস্যার সমাধান হয়নি। প্রশাসনের পক্ষ থেকে দ্রুত ব্যবস্থা নেওয়ার আশ্বাস দেওয়া হয়েছে। সংশ্লিষ্ট দপ্তরের কর্মকর্তারা সরেজমিনে পরিদর্শন করেছেন এবং প্রয়োজনীয় নির্দেশনা দিয়েছেন। [294, 982, 404, 1052]
article-byline: (প্রথম পাতার পর) [327, 498, 371, 505]
article-body: এ বিষয়ে সংশ্লিষ্ট কর্মকর্তারা জানিয়েছেন, পরিস্থিতি স্বাভাবিক রাখতে সব ধরনের প্রস্তুতি নেওয়া হয়েছে। স্থানীয় বাসিন্দারা বলেন, দীর্ঘদিন ধরে এই সমস্যার সমাধান হয়নি। প্রশাসনের পক্ষ থেকে দ্রুত ব্যবস্থা নেওয়ার আশ্বাস দেওয়া হয়েছে। সংশ্লিষ্ট দপ্তরের কর্মকর্তারা সরেজমিনে পরিদর্শন করেছেন এবং প্রয়োজনীয় নির্দেশনা দিয়েছেন। [180, 543, 288, 613]
page-number: ১১ [658, 3, 696, 29]
article-body: এ বিষয়ে সংশ্লিষ্ট কর্মকর্তারা জানিয়েছেন, পরিস্থিতি স্বাভাবিক রাখতে সব ধরনের প্রস্তুতি নেওয়া হয়েছে। স্থানীয় বাসিন্দারা বলেন, দীর্ঘদিন ধরে এই সমস্যার সমাধান হয়নি। প্রশাসনের পক্ষ থেকে দ্রুত ব্যবস্থা নেওয়ার আশ্বাস দেওয়া হয়েছে। সংশ্লিষ্ট দপ্তরের কর্মকর্তারা সরেজমিনে পরিদর্শন করেছেন এবং প্রয়োজনীয় নির্দেশনা দিয়েছেন। [410, 1098, 532, 1159]
article-body: এ বিষয়ে সংশ্লিষ্ট কর্মকর্তারা জানিয়েছেন, পরিস্থিতি স্বাভাবিক রাখতে সব ধরনের প্রস্তুতি নেওয়া হয়েছে। স্থানীয় বাসিন্দারা বলেন, দীর্ঘদিন ধরে এই সমস্যার সমাধান হয়নি। প্রশাসনের পক্ষ থেকে দ্রুত ব্যবস্থা নেওয়ার আশ্বাস দেওয়া হয়েছে। সংশ্লিষ্ট দপ্তরের কর্মকর্তারা সরেজমিনে পরিদর্শন করেছেন এবং প্রয়োজনীয় নির্দেশনা দিয়েছেন। [180, 1475, 288, 1545]
newspaper-logo: আমার বার্তা [6, 10, 78, 28]
article [538, 617, 694, 831]
article-headline: সাবেক সেনা কর্মকর্তা মাসুদ [184, 1285, 284, 1314]
column-rule [407, 38, 408, 1044]
article-body: এ বিষয়ে সংশ্লিষ্ট কর্মকর্তারা জানিয়েছেন, পরিস্থিতি স্বাভাবিক রাখতে সব ধরনের প্রস্তুতি নেওয়া হয়েছে। স্থানীয় বাসিন্দারা বলেন, দীর্ঘদিন ধরে এই সমস্যার সমাধান হয়নি। প্রশাসনের পক্ষ থেকে দ্রুত ব্যবস্থা নেওয়ার আশ্বাস দেওয়া হয়েছে। সংশ্লিষ্ট দপ্তরের কর্মকর্তারা সরেজমিনে পরিদর্শন করেছেন এবং প্রয়োজনীয় নির্দেশনা দিয়েছেন। [294, 236, 404, 306]
article-body: এ বিষয়ে সংশ্লিষ্ট কর্মকর্তারা জানিয়েছেন, পরিস্থিতি স্বাভাবিক রাখতে সব ধরনের প্রস্তুতি নেওয়া হয়েছে। স্থানীয় বাসিন্দারা বলেন, দীর্ঘদিন ধরে এই সমস্যার সমাধান হয়নি। প্রশাসনের পক্ষ থেকে দ্রুত ব্যবস্থা নেওয়ার আশ্বাস দেওয়া হয়েছে। সংশ্লিষ্ট দপ্তরের কর্মকর্তারা সরেজমিনে পরিদর্শন করেছেন এবং প্রয়োজনীয় নির্দেশনা দিয়েছেন। [538, 783, 694, 826]
article-body: এ বিষয়ে সংশ্লিষ্ট কর্মকর্তারা জানিয়েছেন, পরিস্থিতি স্বাভাবিক রাখতে সব ধরনের প্রস্তুতি নেওয়া হয়েছে। স্থানীয় বাসিন্দারা বলেন, দীর্ঘদিন ধরে এই সমস্যার সমাধান হয়নি। প্রশাসনের পক্ষ থেকে দ্রুত ব্যবস্থা নেওয়ার আশ্বাস দেওয়া হয়েছে। সংশ্লিষ্ট দপ্তরের কর্মকর্তারা সরেজমিনে পরিদর্শন করেছেন এবং প্রয়োজনীয় নির্দেশনা দিয়েছেন। [538, 257, 694, 300]
article-byline: (প্রথম পাতার পর) [449, 733, 493, 740]
article-byline: আমার বার্তা ডেস্ক [69, 89, 111, 96]
article-body: এ বিষয়ে সংশ্লিষ্ট কর্মকর্তারা জানিয়েছেন, পরিস্থিতি স্বাভাবিক রাখতে সব ধরনের প্রস্তুতি নেওয়া হয়েছে। স্থানীয় বাসিন্দারা বলেন, দীর্ঘদিন ধরে এই সমস্যার সমাধান হয়নি। প্রশাসনের পক্ষ থেকে দ্রুত ব্যবস্থা নেওয়ার আশ্বাস দেওয়া হয়েছে। সংশ্লিষ্ট দপ্তরের কর্মকর্তারা সরেজমিনে পরিদর্শন করেছেন এবং প্রয়োজনীয় নির্দেশনা দিয়েছেন। [180, 1331, 288, 1401]
column-2 [180, 38, 288, 1545]
article-body: এ বিষয়ে সংশ্লিষ্ট কর্মকর্তারা জানিয়েছেন, পরিস্থিতি স্বাভাবিক রাখতে সব ধরনের প্রস্তুতি নেওয়া হয়েছে। স্থানীয় বাসিন্দারা বলেন, দীর্ঘদিন ধরে এই সমস্যার সমাধান হয়নি। প্রশাসনের পক্ষ থেকে দ্রুত ব্যবস্থা নেওয়ার আশ্বাস দেওয়া হয়েছে। সংশ্লিষ্ট দপ্তরের কর্মকর্তারা সরেজমিনে পরিদর্শন করেছেন এবং প্রয়োজনীয় নির্দেশনা দিয়েছেন। [538, 340, 694, 383]
article-body: এ বিষয়ে সংশ্লিষ্ট কর্মকর্তারা জানিয়েছেন, পরিস্থিতি স্বাভাবিক রাখতে সব ধরনের প্রস্তুতি নেওয়া হয়েছে। স্থানীয় বাসিন্দারা বলেন, দীর্ঘদিন ধরে এই সমস্যার সমাধান হয়নি। প্রশাসনের পক্ষ থেকে দ্রুত ব্যবস্থা নেওয়ার আশ্বাস দেওয়া হয়েছে। সংশ্লিষ্ট দপ্তরের কর্মকর্তারা সরেজমিনে পরিদর্শন করেছেন এবং প্রয়োজনীয় নির্দেশনা দিয়েছেন। [410, 934, 532, 995]
column-4 [410, 38, 532, 1159]
article-headline: এসএসসি-এইচএসসি [565, 136, 667, 150]
article-body: এ বিষয়ে সংশ্লিষ্ট কর্মকর্তারা জানিয়েছেন, পরিস্থিতি স্বাভাবিক রাখতে সব ধরনের প্রস্তুতি নেওয়া হয়েছে। স্থানীয় বাসিন্দারা বলেন, দীর্ঘদিন ধরে এই সমস্যার সমাধান হয়নি। প্রশাসনের পক্ষ থেকে দ্রুত ব্যবস্থা নেওয়ার আশ্বাস দেওয়া হয়েছে। সংশ্লিষ্ট দপ্তরের কর্মকর্তারা সরেজমিনে পরিদর্শন করেছেন এবং প্রয়োজনীয় নির্দেশনা দিয়েছেন। [6, 529, 174, 572]
article-byline: (প্রথম পাতার পর) [212, 1122, 256, 1129]
article-body: এ বিষয়ে সংশ্লিষ্ট কর্মকর্তারা জানিয়েছেন, পরিস্থিতি স্বাভাবিক রাখতে সব ধরনের প্রস্তুতি নেওয়া হয়েছে। স্থানীয় বাসিন্দারা বলেন, দীর্ঘদিন ধরে এই সমস্যার সমাধান হয়নি। প্রশাসনের পক্ষ থেকে দ্রুত ব্যবস্থা নেওয়ার আশ্বাস দেওয়া হয়েছে। সংশ্লিষ্ট দপ্তরের কর্মকর্তারা সরেজমিনে পরিদর্শন করেছেন এবং প্রয়োজনীয় নির্দেশনা দিয়েছেন। [180, 111, 288, 181]
article [180, 38, 288, 618]
article-body: এ বিষয়ে সংশ্লিষ্ট কর্মকর্তারা জানিয়েছেন, পরিস্থিতি স্বাভাবিক রাখতে সব ধরনের প্রস্তুতি নেওয়া হয়েছে। স্থানীয় বাসিন্দারা বলেন, দীর্ঘদিন ধরে এই সমস্যার সমাধান হয়নি। প্রশাসনের পক্ষ থেকে দ্রুত ব্যবস্থা নেওয়ার আশ্বাস দেওয়া হয়েছে। সংশ্লিষ্ট দপ্তরের কর্মকর্তারা সরেজমিনে পরিদর্শন করেছেন এবং প্রয়োজনীয় নির্দেশনা দিয়েছেন। [180, 39, 288, 109]
article [294, 1061, 404, 1254]
article [180, 1285, 288, 1550]
article-headline: যুক্তরাষ্ট্রজুড়ে ট্রাম্পবিরোধী [553, 309, 679, 323]
article-body: এ বিষয়ে সংশ্লিষ্ট কর্মকর্তারা জানিয়েছেন, পরিস্থিতি স্বাভাবিক রাখতে সব ধরনের প্রস্তুতি নেওয়া হয়েছে। স্থানীয় বাসিন্দারা বলেন, দীর্ঘদিন ধরে এই সমস্যার সমাধান হয়নি। প্রশাসনের পক্ষ থেকে দ্রুত ব্যবস্থা নেওয়ার আশ্বাস দেওয়া হয়েছে। সংশ্লিষ্ট দপ্তরের কর্মকর্তারা সরেজমিনে পরিদর্শন করেছেন এবং প্রয়োজনীয় নির্দেশনা দিয়েছেন। [410, 518, 532, 579]
article [538, 38, 694, 132]
article-body: এ বিষয়ে সংশ্লিষ্ট কর্মকর্তারা জানিয়েছেন, পরিস্থিতি স্বাভাবিক রাখতে সব ধরনের প্রস্তুতি নেওয়া হয়েছে। স্থানীয় বাসিন্দারা বলেন, দীর্ঘদিন ধরে এই সমস্যার সমাধান হয়নি। প্রশাসনের পক্ষ থেকে দ্রুত ব্যবস্থা নেওয়ার আশ্বাস দেওয়া হয়েছে। সংশ্লিষ্ট দপ্তরের কর্মকর্তারা সরেজমিনে পরিদর্শন করেছেন এবং প্রয়োজনীয় নির্দেশনা দিয়েছেন। [294, 766, 404, 836]
article-byline: (প্রথম পাতার পর) [327, 636, 371, 643]
column-1 [6, 38, 174, 1044]
article-body: এ বিষয়ে সংশ্লিষ্ট কর্মকর্তারা জানিয়েছেন, পরিস্থিতি স্বাভাবিক রাখতে সব ধরনের প্রস্তুতি নেওয়া হয়েছে। স্থানীয় বাসিন্দারা বলেন, দীর্ঘদিন ধরে এই সমস্যার সমাধান হয়নি। প্রশাসনের পক্ষ থেকে দ্রুত ব্যবস্থা নেওয়ার আশ্বাস দেওয়া হয়েছে। সংশ্লিষ্ট দপ্তরের কর্মকর্তারা সরেজমিনে পরিদর্শন করেছেন এবং প্রয়োজনীয় নির্দেশনা দিয়েছেন। [294, 1107, 404, 1177]
article-headline: ইসরায়েলে একযোগে দুদেশের হামলা, শতাধিক শহরে বাজছে সাইরেন [13, 40, 167, 85]
